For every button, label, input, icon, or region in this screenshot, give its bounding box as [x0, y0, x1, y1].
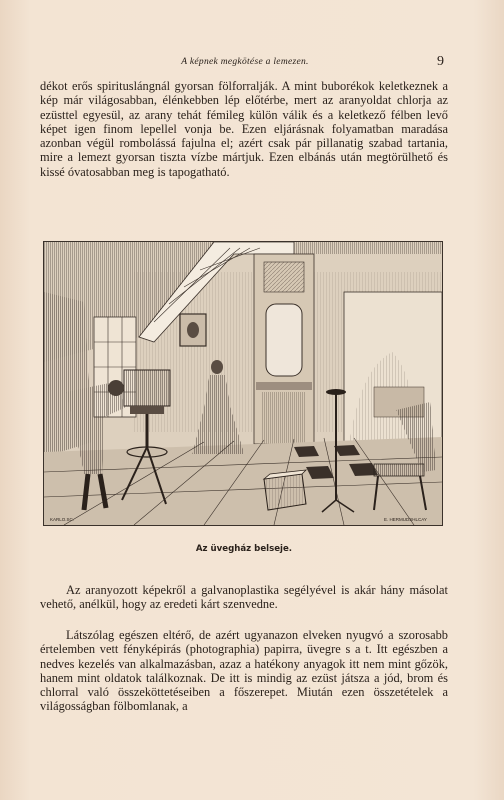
running-title: A képnek megkötése a lemezen. [181, 57, 309, 67]
portrait-face [187, 322, 199, 338]
fireplace-mirror [254, 254, 314, 444]
engraving-illustration [44, 242, 442, 525]
paragraph-2: Az aranyozott képekről a galvanoplastika segélyével is akár hány másolat vehető, anélkül, hogy az eredeti kárt szenvedne. [40, 583, 448, 612]
plate-box [264, 470, 306, 510]
paragraph-1: dékot erős spirituslángnál gyorsan fölforralják. A mint buborékok keletkeznek a kép már világosabban, élénkebben lép előtérbe, mert az aranyoldat chlorja az ezüsttel egyesül, az arany tehát fémileg külön válik és a keletkező félben levő képet igen finom lepellel vonja be. Ezen eljárásnak folyamatban maradása azonban végül rombolássá fajulna el; azért csak pár pillanatig szabad tartania, mire a lemezt gyorsan tiszta vízbe mártjuk. Ezen elbánás után megtörülhető és kissé óvatosabban meg is tapogatható. [40, 79, 448, 179]
engraver-signature-right: E. HERMUDSHLCAY [384, 517, 427, 522]
paragraph-3: Látszólag egészen eltérő, de azért ugyanazon elveken nyugvó a szorosabb értelemben vett fényképirás (photographia) papirra, üvegre s a t. Itt egészben a nedves kezelés van alkalmazásban, azaz a hatékony anyagok itt nem mint gőzök, hanem mint oldatok találkoznak. De itt is mindig az ezüst játsza a jód, brom és chlorral való összeköttetéseiben a főszerepet. Miután ezen összetételek a világosságban fölbomlanak, a [40, 628, 448, 714]
engraving-glasshouse-interior [43, 241, 443, 526]
page-number: 9 [437, 54, 444, 69]
engraver-signature-left: KARLO.SC. [50, 517, 75, 522]
figure-caption: Az üvegház belseje. [195, 544, 293, 554]
